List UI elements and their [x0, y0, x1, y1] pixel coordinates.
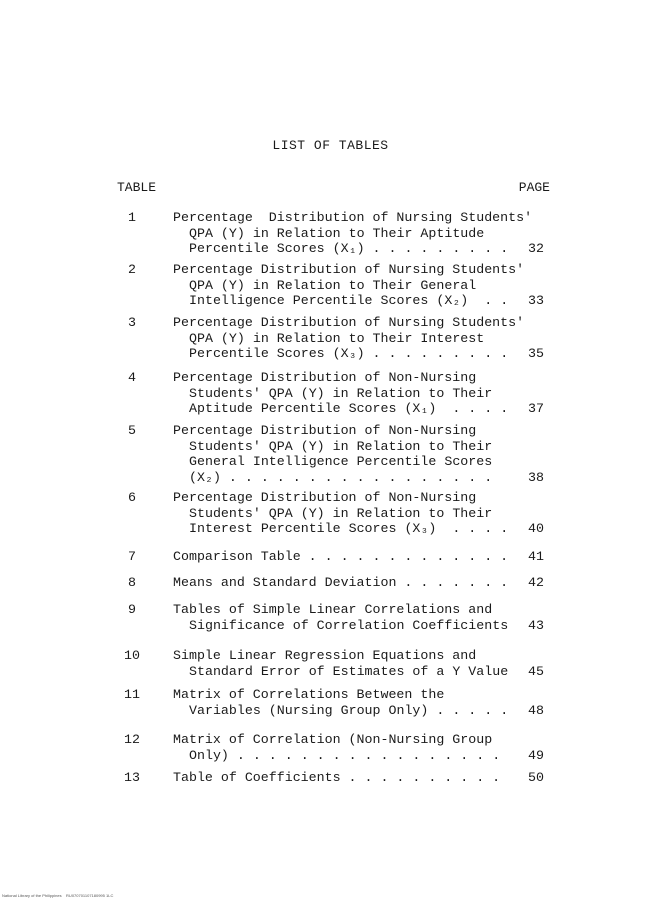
library-footer: National Library of the Philippines RU070701107180995 1LC: [2, 893, 114, 898]
toc-entry-title-line: QPA (Y) in Relation to Their General: [189, 277, 477, 293]
toc-entry-title-line: Interest Percentile Scores (X₃) . . . .: [189, 521, 509, 536]
toc-entry: [0, 370, 661, 417]
toc-entry-title-line: Matrix of Correlations Between the: [173, 687, 445, 702]
toc-entry: [0, 648, 661, 679]
toc-entry-page: 45: [528, 663, 544, 679]
toc-entry-title-line: Percentage Distribution of Non-Nursing: [173, 490, 477, 505]
toc-entry-title-line: Percentile Scores (X₁) . . . . . . . . .: [189, 241, 509, 256]
toc-entry-number: 12: [124, 732, 140, 747]
toc-entry-page: 35: [528, 346, 544, 361]
toc-entry-title-line: Comparison Table . . . . . . . . . . . . .: [173, 549, 509, 564]
toc-entry-title-line: QPA (Y) in Relation to Their Interest: [189, 330, 485, 346]
toc-entry-title-line: Simple Linear Regression Equations and: [173, 648, 477, 663]
toc-entry-page: 42: [528, 575, 544, 590]
toc-entry-title-line: Significance of Correlation Coefficients: [189, 617, 509, 633]
toc-entry-title-line: Percentile Scores (X₃) . . . . . . . . .: [189, 346, 509, 361]
toc-entry-title-line: Percentage Distribution of Non-Nursing: [173, 423, 477, 438]
toc-entry-page: 49: [528, 747, 544, 763]
toc-entry-number: 5: [128, 423, 136, 438]
toc-entry-number: 9: [128, 602, 136, 617]
toc-entry-number: 3: [128, 315, 136, 330]
toc-entry-number: 10: [124, 648, 140, 663]
table-column-header: TABLE: [117, 180, 157, 195]
toc-entry-title-line: Only) . . . . . . . . . . . . . . . . .: [189, 747, 501, 763]
toc-entry: [0, 262, 661, 309]
toc-entry-title-line: Students' QPA (Y) in Relation to Their: [189, 505, 493, 521]
toc-entry-title-line: (X₂) . . . . . . . . . . . . . . . . .: [189, 469, 493, 485]
toc-entry-number: 2: [128, 262, 136, 277]
toc-entry-page: 48: [528, 702, 544, 718]
toc-entry-number: 8: [128, 575, 136, 590]
toc-entry: [0, 602, 661, 633]
toc-entry-title-line: Percentage Distribution of Nursing Students': [173, 262, 525, 277]
toc-entry-title-line: Percentage Distribution of Nursing Students': [173, 315, 525, 330]
toc-entry-page: 41: [528, 549, 544, 564]
toc-entry-title-line: Matrix of Correlation (Non-Nursing Group: [173, 732, 493, 747]
toc-entry-page: 40: [528, 521, 544, 536]
toc-entry-number: 4: [128, 370, 136, 385]
toc-entry-page: 33: [528, 293, 544, 308]
toc-entry-number: 6: [128, 490, 136, 505]
toc-entry: [0, 732, 661, 763]
toc-entry-title-line: Standard Error of Estimates of a Y Value: [189, 663, 509, 679]
toc-entry-number: 1: [128, 210, 136, 225]
toc-entry: [0, 315, 661, 362]
toc-entry-title-line: General Intelligence Percentile Scores: [189, 454, 493, 469]
toc-entry-page: 37: [528, 401, 544, 416]
page-column-header: PAGE: [518, 180, 550, 195]
toc-entry-title-line: Tables of Simple Linear Correlations and: [173, 602, 493, 617]
toc-entry-page: 32: [528, 241, 544, 256]
toc-entry-number: 11: [124, 687, 140, 702]
toc-entry-page: 43: [528, 617, 544, 633]
toc-entry-title-line: Percentage Distribution of Nursing Students': [173, 210, 533, 225]
toc-entry-title-line: QPA (Y) in Relation to Their Aptitude: [189, 225, 485, 241]
toc-entry: [0, 687, 661, 718]
toc-entry-title-line: Means and Standard Deviation . . . . . . .: [173, 575, 509, 590]
toc-entry-title-line: Intelligence Percentile Scores (X₂) . .: [189, 293, 509, 308]
toc-entry-title-line: Table of Coefficients . . . . . . . . . .: [173, 770, 501, 785]
toc-entry-page: 50: [528, 770, 544, 785]
toc-entry-title-line: Students' QPA (Y) in Relation to Their: [189, 438, 493, 454]
toc-entry: [0, 770, 661, 786]
toc-entry: [0, 423, 661, 485]
toc-entry-title-line: Percentage Distribution of Non-Nursing: [173, 370, 477, 385]
toc-entry-title-line: Variables (Nursing Group Only) . . . . .: [189, 702, 509, 718]
toc-entry: [0, 210, 661, 257]
toc-entry-title-line: Students' QPA (Y) in Relation to Their: [189, 385, 493, 401]
toc-entry: [0, 549, 661, 565]
toc-entry-number: 7: [128, 549, 136, 564]
toc-entry-number: 13: [124, 770, 140, 785]
toc-entry: [0, 575, 661, 591]
toc-entry-page: 38: [528, 469, 544, 485]
toc-entry-title-line: Aptitude Percentile Scores (X₁) . . . .: [189, 401, 509, 416]
toc-entry: [0, 490, 661, 537]
page-title: LIST OF TABLES: [272, 138, 389, 153]
